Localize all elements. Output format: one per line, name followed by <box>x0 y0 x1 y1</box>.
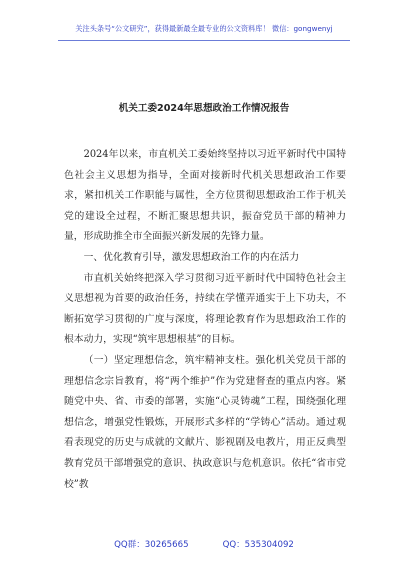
subsection-paragraph: （一）坚定理想信念，筑牢精神支柱。强化机关党员干部的理想信念宗旨教育，将“两个维护”作为党建督查的重点内容。紧随党中央、省、市委的部署，实施“心灵铸魂”工程，围绕强化理想信念，增强党性锻炼，开展形式多样的“学铸心”活动。通过观看表现党的历史与成就的文献片、影视剧及电教片，用正反典型教育党员干部增强党的意识、执政意识与危机意识。依托“省市党校”教 <box>64 354 346 490</box>
footer-qq: QQ：535304092 <box>222 540 294 550</box>
document-body <box>64 145 346 495</box>
intro-paragraph: 2024年以来，市直机关工委始终坚持以习近平新时代中国特色社会主义思想为指导，全面对接新时代机关思想政治工作要求，紧扣机关工作职能与属性，全方位贯彻思想政治工作于机关党的建设全过程，不断汇聚思想共识，振奋党员干部的精神力量，形成助推全市全面振兴新发展的先锋力量。 <box>64 149 346 243</box>
body-paragraph: 市直机关始终把深入学习贯彻习近平新时代中国特色社会主义思想视为首要的政治任务，持续在学懂弄通实于上下功夫，不断拓宽学习贯彻的广度与深度，将理论教育作为思想政治工作的根本动力，实现“筑牢思想根基”的目标。 <box>64 272 346 346</box>
footer-qq-group: QQ群：30265665 <box>114 540 189 550</box>
header-divider <box>58 40 350 41</box>
header-note: 关注头条号“公文研究”，获得最新最全最专业的公文资料库！ 微信：gongwenyj <box>75 24 333 33</box>
section-heading: 一、优化教育引导，激发思想政治工作的内在活力 <box>83 251 300 263</box>
document-title: 机关工委2024年思想政治工作情况报告 <box>118 103 290 114</box>
footer-contact <box>0 538 408 550</box>
